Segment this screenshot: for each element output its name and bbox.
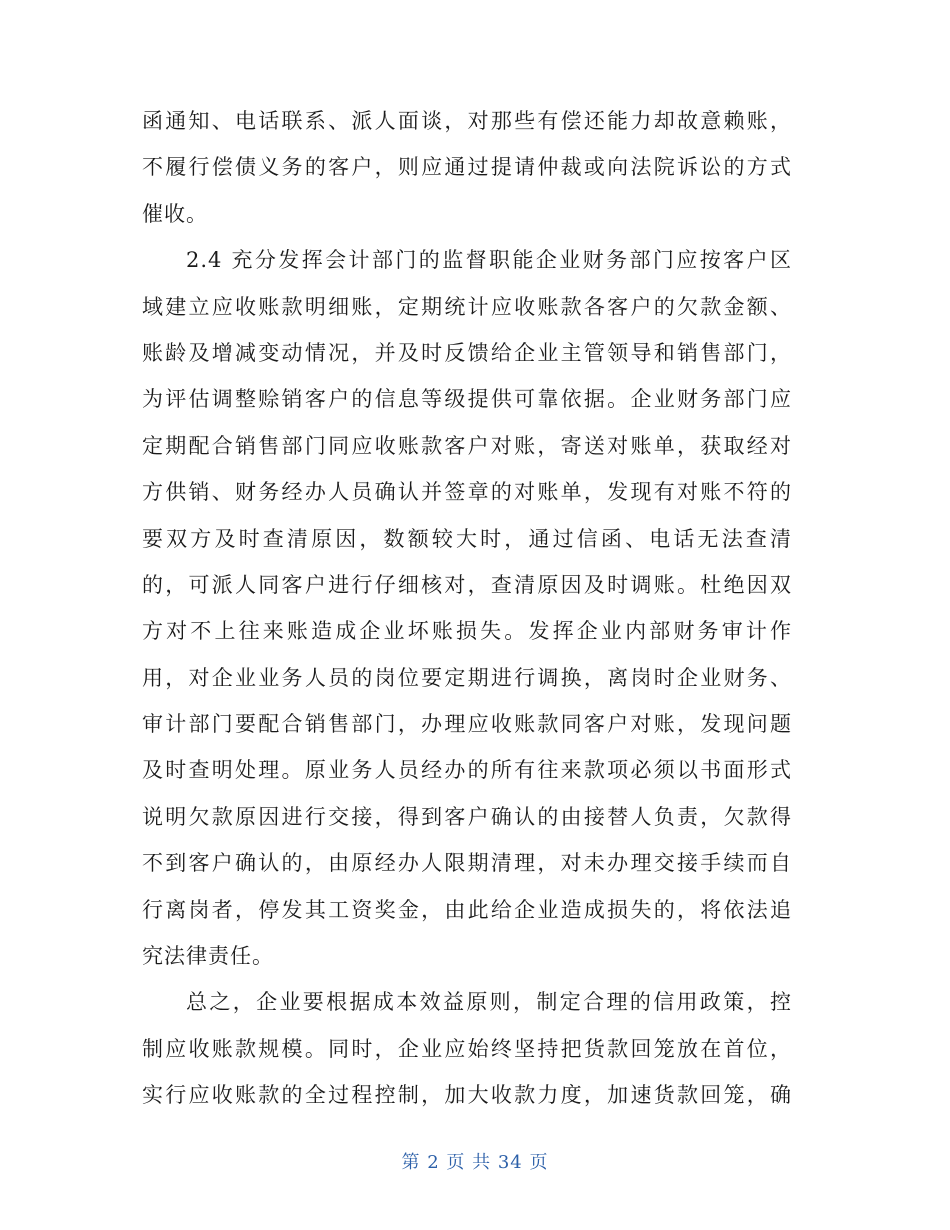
- text-line: 账龄及增减变动情况，并及时反馈给企业主管领导和销售部门，: [142, 340, 792, 365]
- text-line: 实行应收账款的全过程控制，加大收款力度，加速货款回笼，确: [142, 1083, 792, 1108]
- text-line: 究法律责任。: [142, 944, 274, 969]
- text-line: 总之，企业要根据成本效益原则，制定合理的信用政策，控: [186, 990, 792, 1015]
- text-line: 方供销、财务经办人员确认并签章的对账单，发现有对账不符的: [142, 480, 792, 505]
- text-line: 方对不上往来账造成企业坏账损失。发挥企业内部财务审计作: [142, 619, 792, 644]
- text-line: 不履行偿债义务的客户，则应通过提请仲裁或向法院诉讼的方式: [142, 155, 792, 180]
- text-line: 及时查明处理。原业务人员经办的所有往来款项必须以书面形式: [142, 758, 792, 783]
- text-line: 用，对企业业务人员的岗位要定期进行调换，离岗时企业财务、: [142, 665, 792, 690]
- text-line: 2.4 充分发挥会计部门的监督职能企业财务部门应按客户区: [186, 248, 792, 273]
- paragraph: [142, 237, 792, 979]
- text-line: 要双方及时查清原因，数额较大时，通过信函、电话无法查清: [142, 526, 792, 551]
- text-line: 域建立应收账款明细账，定期统计应收账款各客户的欠款金额、: [142, 294, 792, 319]
- page-number-footer: 第 2 页 共 34 页: [401, 1152, 549, 1173]
- text-line: 的，可派人同客户进行仔细核对，查清原因及时调账。杜绝因双: [142, 572, 792, 597]
- text-line: 函通知、电话联系、派人面谈，对那些有偿还能力却故意赖账，: [142, 109, 792, 133]
- text-line: 不到客户确认的，由原经办人限期清理，对未办理交接手续而自: [142, 851, 792, 876]
- text-line: 说明欠款原因进行交接，得到客户确认的由接替人负责，欠款得: [142, 804, 792, 829]
- text-line: 催收。: [142, 201, 208, 226]
- paragraph: [142, 98, 792, 237]
- text-line: 制应收账款规模。同时，企业应始终坚持把货款回笼放在首位，: [142, 1036, 792, 1061]
- text-line: 定期配合销售部门同应收账款客户对账，寄送对账单，获取经对: [142, 433, 792, 458]
- document-body: [142, 98, 792, 1119]
- text-line: 行离岗者，停发其工资奖金，由此给企业造成损失的，将依法追: [142, 897, 792, 922]
- text-line: 为评估调整赊销客户的信息等级提供可靠依据。企业财务部门应: [142, 387, 792, 412]
- text-line: 审计部门要配合销售部门，办理应收账款同客户对账，发现问题: [142, 712, 792, 737]
- paragraph: [142, 979, 792, 1118]
